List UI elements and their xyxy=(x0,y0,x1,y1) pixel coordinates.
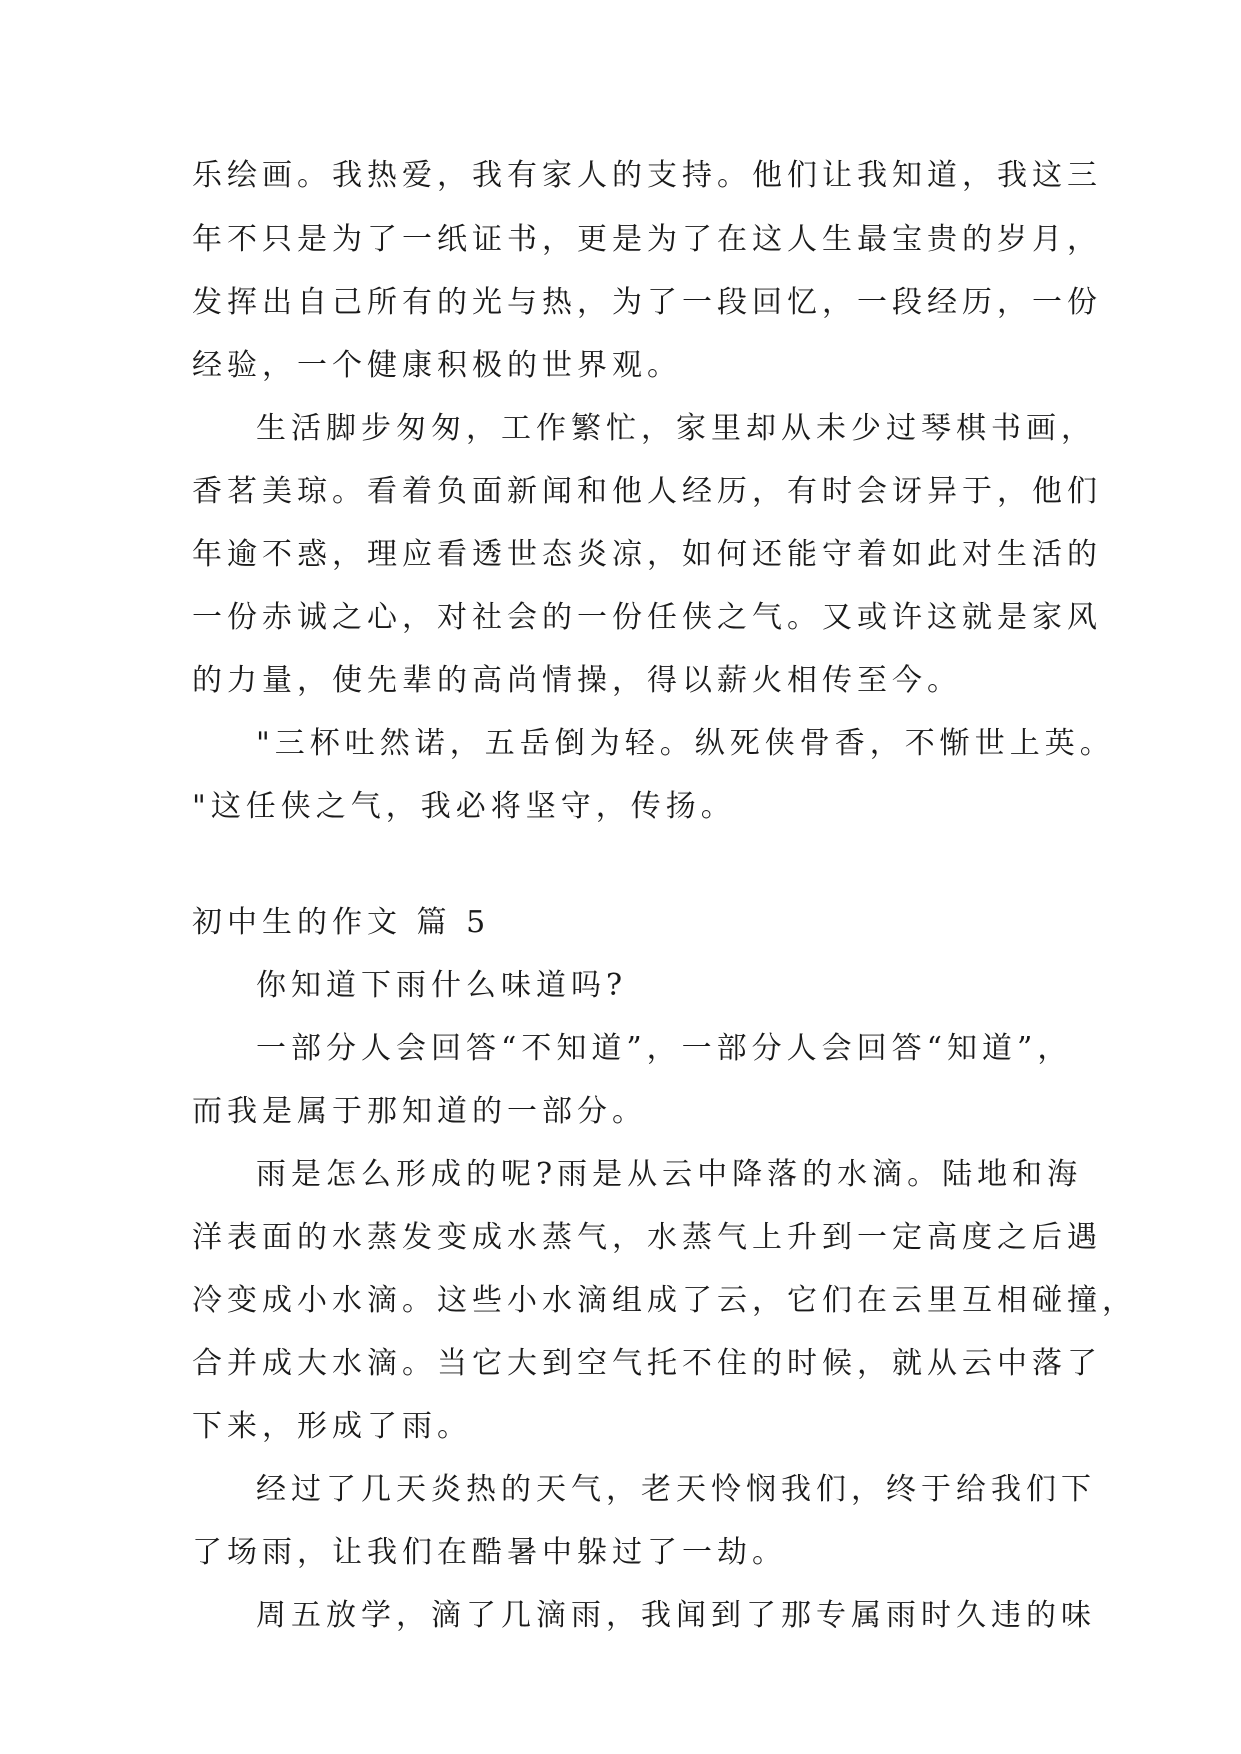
paragraph-line: 雨是怎么形成的呢?雨是从云中降落的水滴。陆地和海 xyxy=(256,1157,1083,1192)
paragraph-line: 合并成大水滴。当它大到空气托不住的时候，就从云中落了 xyxy=(192,1346,1102,1381)
paragraph-line: 冷变成小水滴。这些小水滴组成了云，它们在云里互相碰撞， xyxy=(192,1283,1137,1318)
paragraph-line: 生活脚步匆匆，工作繁忙，家里却从未少过琴棋书画， xyxy=(256,411,1096,446)
paragraph-line: "这任侠之气，我必将坚守，传扬。 xyxy=(192,789,736,824)
paragraph-line: 洋表面的水蒸发变成水蒸气，水蒸气上升到一定高度之后遇 xyxy=(192,1220,1102,1255)
paragraph-line: 你知道下雨什么味道吗? xyxy=(256,968,628,1003)
paragraph-line: 了场雨，让我们在酷暑中躲过了一劫。 xyxy=(192,1535,787,1570)
section-heading: 初中生的作文 篇 5 xyxy=(192,905,491,940)
paragraph-line: 而我是属于那知道的一部分。 xyxy=(192,1094,647,1129)
paragraph-line: 发挥出自己所有的光与热，为了一段回忆，一段经历，一份 xyxy=(192,285,1102,320)
paragraph-line: 经过了几天炎热的天气，老天怜悯我们，终于给我们下 xyxy=(256,1472,1096,1507)
paragraph-line: 的力量，使先辈的高尚情操，得以薪火相传至今。 xyxy=(192,663,962,698)
paragraph-line: 一部分人会回答“不知道”，一部分人会回答“知道”， xyxy=(256,1031,1073,1066)
paragraph-line: 经验，一个健康积极的世界观。 xyxy=(192,348,682,383)
paragraph-line: 一份赤诚之心，对社会的一份任侠之气。又或许这就是家风 xyxy=(192,600,1102,635)
paragraph-line: 周五放学，滴了几滴雨，我闻到了那专属雨时久违的味 xyxy=(256,1598,1096,1633)
paragraph-line: 香茗美琼。看着负面新闻和他人经历，有时会讶异于，他们 xyxy=(192,474,1102,509)
paragraph-line: 年不只是为了一纸证书，更是为了在这人生最宝贵的岁月， xyxy=(192,222,1102,257)
paragraph-line: 乐绘画。我热爱，我有家人的支持。他们让我知道，我这三 xyxy=(192,158,1102,193)
paragraph-line: 年逾不惑，理应看透世态炎凉，如何还能守着如此对生活的 xyxy=(192,537,1102,572)
paragraph-line: 下来，形成了雨。 xyxy=(192,1409,472,1444)
paragraph-line: "三杯吐然诺，五岳倒为轻。纵死侠骨香，不惭世上英。 xyxy=(256,726,1115,761)
